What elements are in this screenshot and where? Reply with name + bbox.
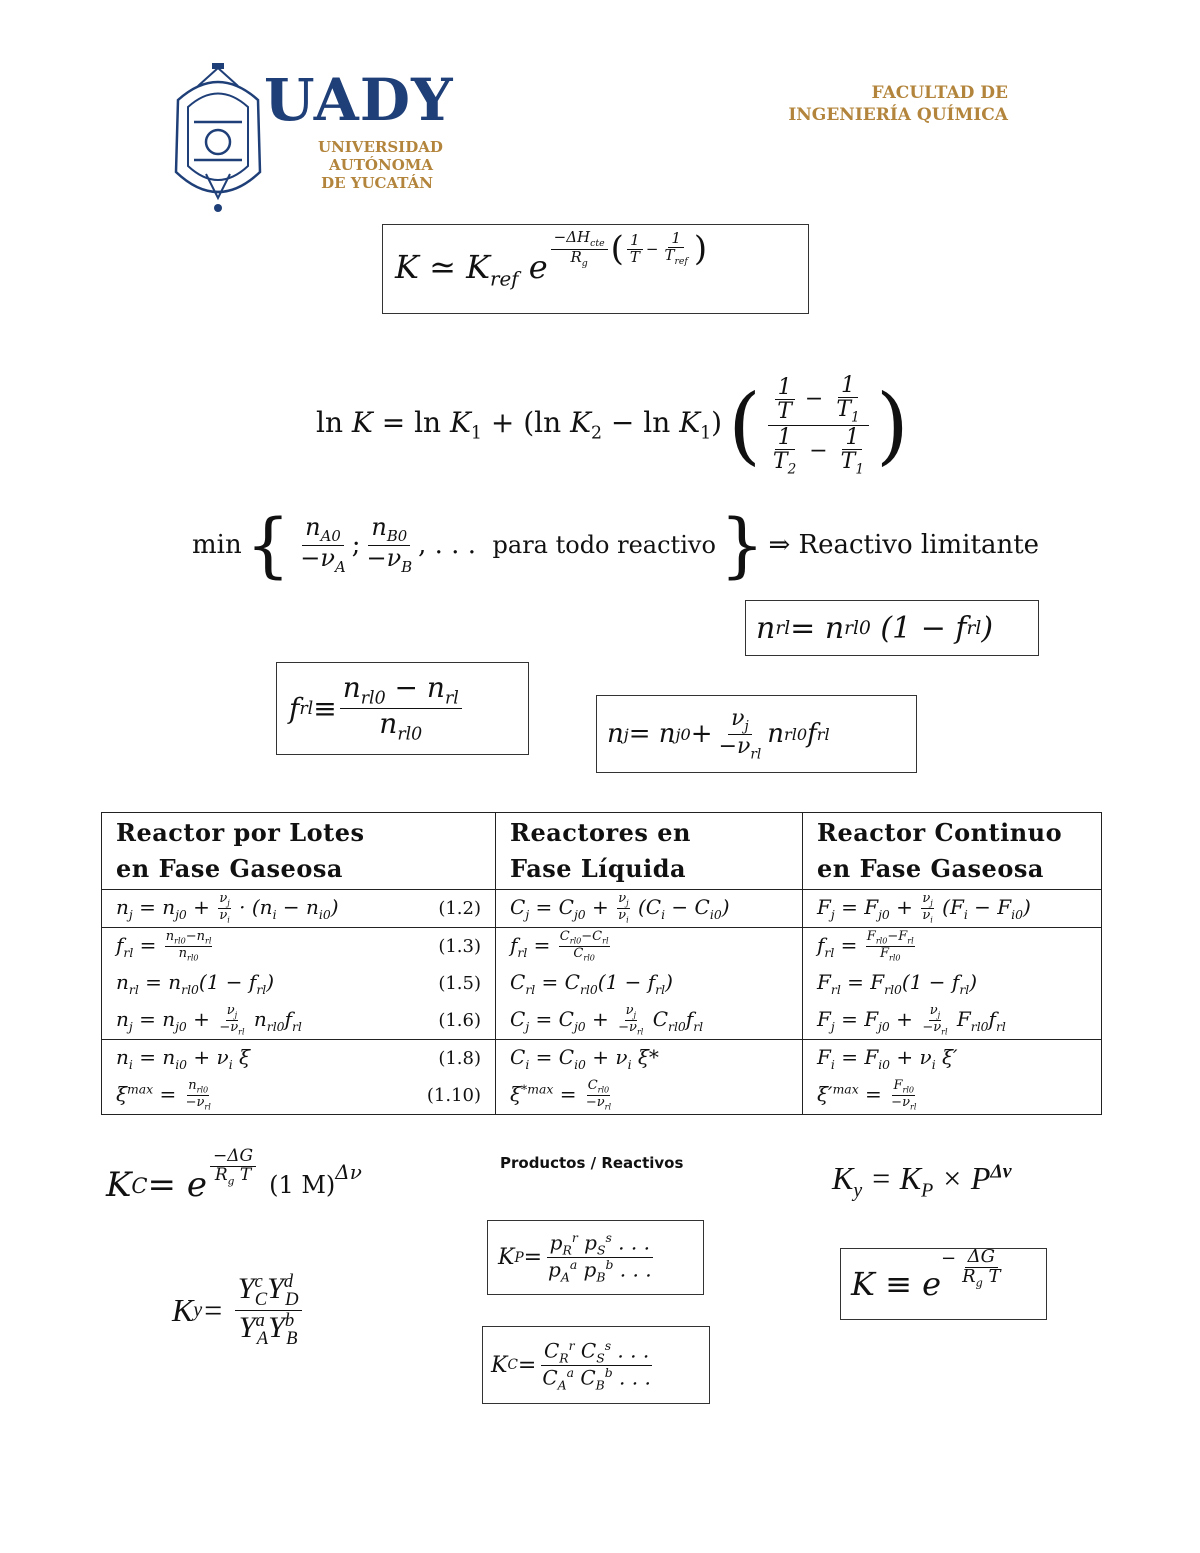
university-logo — [168, 62, 268, 214]
conversion-definition-box: f rl ≡ $\frac{n_{rl0} - n_{rl}}{n_{rl0}}$ — [276, 662, 529, 755]
eq-number: (1.3) — [438, 936, 481, 957]
vant-hoff-equation-box — [382, 224, 809, 314]
table-row: $f_{rl}$ = $\frac{n_{rl0}-n_{rl}}{n_{rl0}}$ (1.3) $n_{rl} = n_{rl0}(1 - f_{rl})$ (1.5) $n_j = n_{j0}$ + $\frac{\nu_j}{-\nu_{rl}}$ $n_{rl0}f_{rl}$ (1.6) $f_{rl}$ = $\frac{C_{rl0}-C_{rl}}{C_{rl0}}$ $C_{rl} = C_{rl0}(1 - f_{rl})$ $C_j = C_{j0}$ + $\frac{\nu_j}{-\nu_{rl}}$ $C_{rl0}f_{rl}$ $f_{rl}$ = $\frac{F_{rl0}-F_{rl}}{F_{rl0}}$ $F_{rl} = F_{rl0}(1 - f_{rl})$ $F_j = F_{j0}$ + $\frac{\nu_j}{-\nu_{rl}}$ $F_{rl0}f_{rl}$ — [102, 928, 1102, 1040]
uady-wordmark: UADY — [264, 66, 454, 134]
min-label: min — [192, 530, 242, 560]
limiting-reactant-equation: min { $\frac{n_{A0}}{-\nu_A}$ ; $\frac{n_{B0}}{-\nu_B}$ , . . . para todo reactivo } ⇒ Reactivo limitante — [192, 504, 1040, 586]
limiting-condition-text: para todo reactivo — [492, 531, 716, 559]
one-molar: (1 M) — [269, 1171, 336, 1199]
faculty-line-2: INGENIERÍA QUÍMICA — [788, 105, 1008, 125]
faculty-name — [780, 82, 1008, 126]
university-name-line-2: AUTÓNOMA — [329, 156, 433, 174]
table-row: $n_j = n_{j0}$ + $\frac{\nu_j}{\nu_i}$ · $(n_i - n_{i0})$ (1.2) $C_j = C_{j0}$ + $\frac{\nu_j}{\nu_i}$ $(C_i - C_{i0})$ $F_j = F_{j0}$ + $\frac{\nu_j}{\nu_i}$ $(F_i - F_{i0})$ — [102, 890, 1102, 928]
limiting-result-text: Reactivo limitante — [798, 530, 1040, 560]
university-name-line-3: DE YUCATÁN — [321, 174, 433, 192]
reactor-equations-table — [101, 812, 1102, 1115]
vant-hoff-lhs: K ≃ $K_{ref}$ e — [395, 247, 548, 291]
header-liquid-phase: Reactores en Fase Líquida — [496, 813, 803, 890]
eq-number: (1.6) — [438, 1010, 481, 1031]
table-row: $n_i = n_{i0} + \nu_i$ ξ (1.8) $\xi^{max}$ = $\frac{n_{rl0}}{-\nu_{rl}}$ (1.10) $C_i = C_{i0} + \nu_i$ ξ* $\xi^{*max}$ = $\frac{C_{rl0}}{-\nu_{rl}}$ $F_i = F_{i0} + \nu_i$ ξ′ $\xi'^{max}$ = $\frac{F_{rl0}}{-\nu_{rl}}$ — [102, 1040, 1102, 1115]
ky-mole-fraction-equation: K y = $\frac{Y^c_CY^d_D}{Y^a_AY^b_B}$ — [172, 1272, 305, 1348]
n-rl-equation-box: n rl = n rl0 (1 − f rl ) — [745, 600, 1039, 656]
eq-number: (1.2) — [438, 898, 481, 919]
n-j-equation-box: n j = n j0 + $\frac{\nu_j}{-\nu_{rl}}$ n rl0 f rl — [596, 695, 917, 773]
vant-hoff-exponent: $\frac{-\Delta H_{cte}}{R_g}$ ( $\frac{1}{T}$ − $\frac{1}{T_{ref}}$ ) — [548, 229, 707, 269]
university-name — [318, 138, 443, 192]
header-continuous-gas: Reactor Continuo en Fase Gaseosa — [803, 813, 1102, 890]
faculty-line-1: FACULTAD DE — [871, 83, 1008, 103]
ky-kp-relation: $K_y = K_P \times P^{\Delta\nu}$ — [832, 1160, 1012, 1202]
university-name-line-1: UNIVERSIDAD — [318, 138, 443, 156]
eq-number: (1.5) — [438, 973, 481, 994]
ln-k-ratio: $\frac{1}{T}$ − $\frac{1}{T_1}$ $\frac{1}{T_2}$ − $\frac{1}{T_1}$ — [764, 374, 873, 477]
table-header-row — [102, 813, 1102, 890]
kc-concentration-box: K C = $\frac{C_R^r C_S^s . . .}{C_A^a C_B^b . . .}$ — [482, 1326, 710, 1404]
kp-equation-box: K P = $\frac{p_R^r p_S^s . . .}{p_A^a p_B^b . . .}$ — [487, 1220, 704, 1295]
ln-k-lhs: $\ln K = \ln K_1 + (\ln$ $K_2 - \ln K_1$) — [316, 406, 723, 444]
kc-equation: K C = e $\frac{-\Delta G}{R_g T}$ (1 M) Δν — [106, 1146, 362, 1205]
products-over-reactants-label: Productos / Reactivos — [500, 1154, 684, 1172]
uady-seal-icon — [168, 62, 268, 214]
eq-number: (1.8) — [438, 1048, 481, 1069]
header-batch-gas: Reactor por Lotes en Fase Gaseosa — [102, 813, 496, 890]
k-gibbs-equation-box: K ≡ e − $\frac{\Delta G}{R_g T}$ — [840, 1248, 1047, 1320]
ln-k-interpolation-equation: $\ln K = \ln K_1 + (\ln$ $K_2 - \ln K_1$) ( $\frac{1}{T}$ − $\frac{1}{T_1}$ $\frac{1}{T_2}$ − $\frac{1}{T_1}$ ) — [316, 372, 909, 477]
eq-number: (1.10) — [426, 1085, 481, 1106]
